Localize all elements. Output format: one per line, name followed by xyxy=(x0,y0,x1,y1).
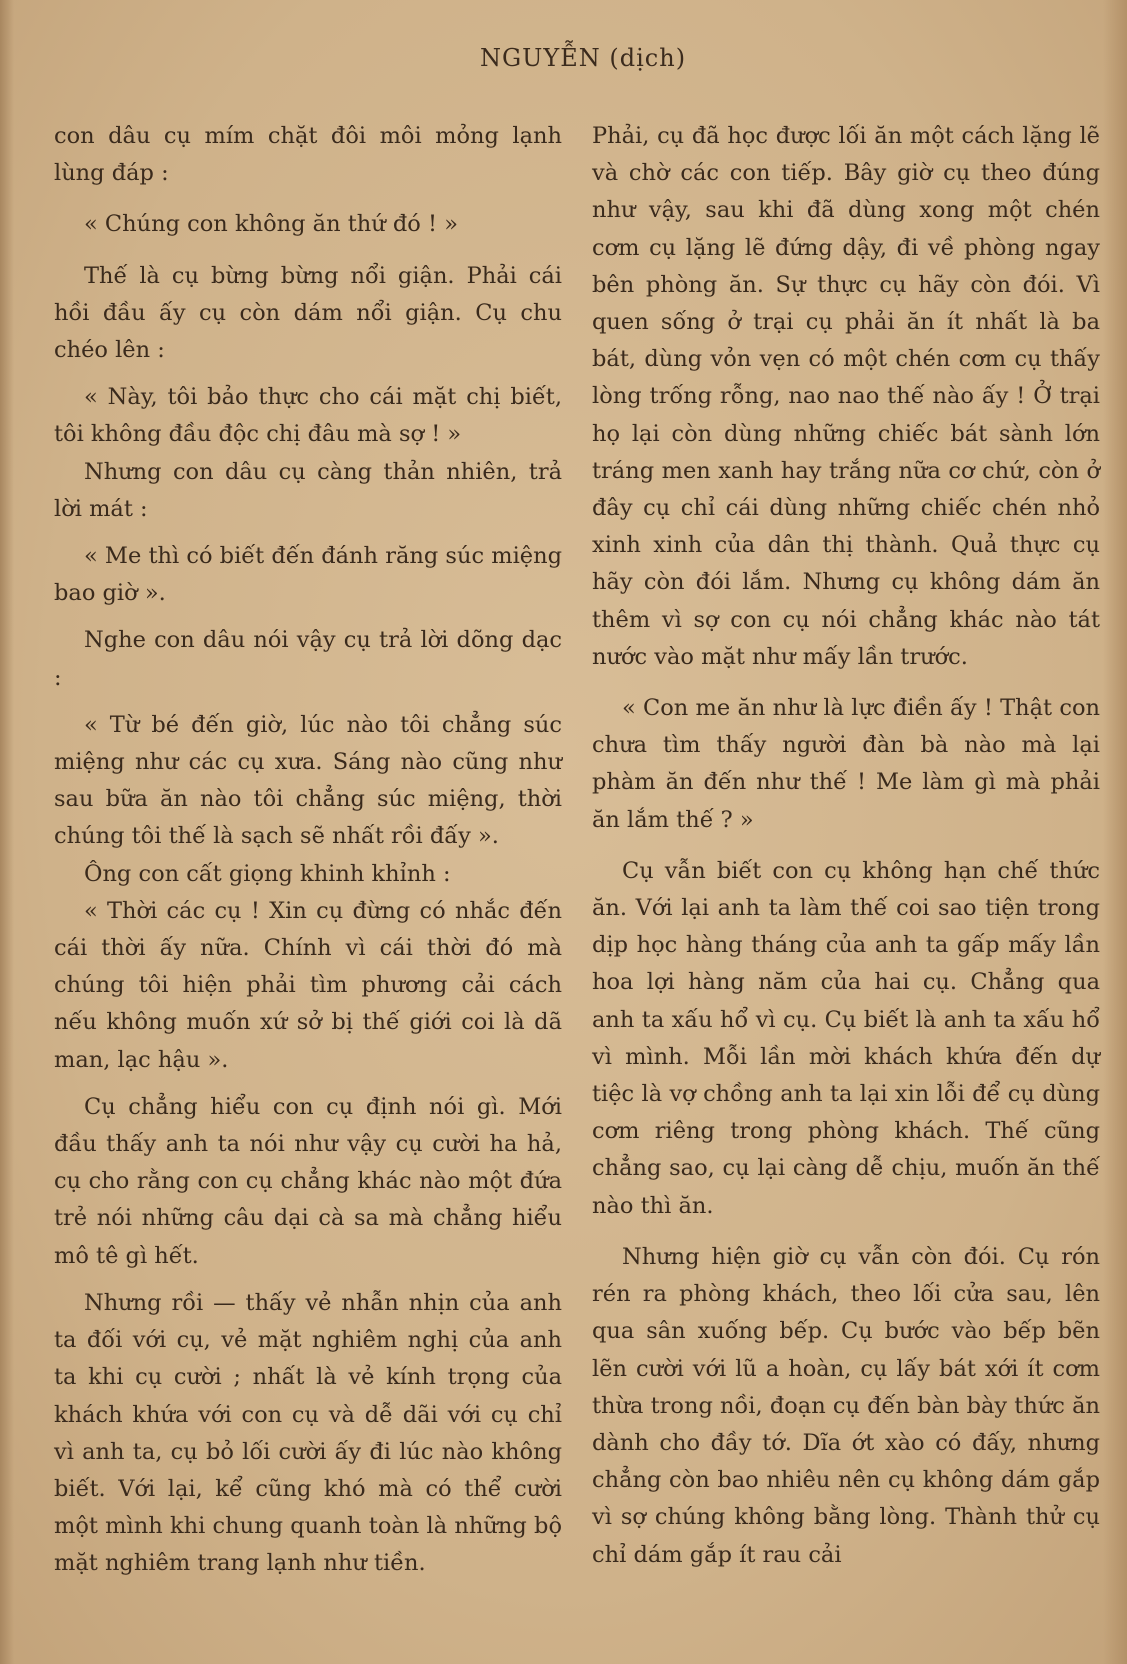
paragraph: Cụ vẫn biết con cụ không hạn chế thức ăn. Với lại anh ta làm thế coi sao tiện trong dịp học hàng tháng của anh ta gấp mấy lần hoa lợi hàng năm của hai cụ. Chẳng qua anh ta xấu hổ vì cụ. Cụ biết là anh ta xấu hổ vì mình. Mỗi lần mời khách khứa đến dự tiệc là vợ chồng anh ta lại xin lỗi để cụ dùng cơm riêng trong phòng khách. Thế cũng chẳng sao, cụ lại càng dễ chịu, muốn ăn thế nào thì ăn. xyxy=(592,857,1100,1219)
paragraph: Nhưng hiện giờ cụ vẫn còn đói. Cụ rón rén ra phòng khách, theo lối cửa sau, lên qua sân xuống bếp. Cụ bước vào bếp bẽn lẽn cười với lũ a hoàn, cụ lấy bát xới ít cơm thừa trong nồi, đoạn cụ đến bàn bày thức ăn dành cho đầy tớ. Dĩa ớt xào có đấy, nhưng chẳng còn bao nhiêu nên cụ không dám gắp vì sợ chúng không bằng lòng. Thành thử cụ chỉ dám gắp ít rau cải xyxy=(592,1243,1100,1568)
paragraph: « Này, tôi bảo thực cho cái mặt chị biết, tôi không đầu độc chị đâu mà sợ ! » xyxy=(54,384,562,448)
paragraph: « Me thì có biết đến đánh răng súc miệng bao giờ ». xyxy=(54,543,562,607)
paragraph: « Con me ăn như là lực điền ấy ! Thật con chưa tìm thấy người đàn bà nào mà lại phàm ăn đến như thế ! Me làm gì mà phải ăn lắm thế ? » xyxy=(592,695,1100,833)
paragraph: « Từ bé đến giờ, lúc nào tôi chẳng súc miệng như các cụ xưa. Sáng nào cũng như sau bữa ăn nào tôi chẳng súc miệng, thời chúng tôi thế là sạch sẽ nhất rồi đấy ». xyxy=(54,711,562,850)
paragraph: « Thời các cụ ! Xin cụ đừng có nhắc đến cái thời ấy nữa. Chính vì cái thời đó mà chúng tôi hiện phải tìm phương cải cách nếu không muốn xứ sở bị thế giới coi là dã man, lạc hậu ». xyxy=(54,897,562,1073)
paragraph: « Chúng con không ăn thứ đó ! » xyxy=(84,211,458,238)
page-edge-left xyxy=(0,0,14,1664)
running-header: NGUYỄN (dịch) xyxy=(480,44,687,72)
left-column xyxy=(54,118,562,1593)
paragraph: Cụ chẳng hiểu con cụ định nói gì. Mới đầu thấy anh ta nói như vậy cụ cười ha hả, cụ cho rằng con cụ chẳng khác nào một đứa trẻ nói những câu dại cà sa mà chẳng hiểu mô tê gì hết. xyxy=(54,1093,562,1269)
paragraph: Ông con cất giọng khinh khỉnh : xyxy=(84,860,451,887)
paragraph: Nghe con dâu nói vậy cụ trả lời dõng dạc : xyxy=(54,627,562,691)
right-column xyxy=(592,118,1100,1584)
paragraph: Nhưng con dâu cụ càng thản nhiên, trả lời mát : xyxy=(54,458,562,522)
paragraph: con dâu cụ mím chặt đôi môi mỏng lạnh lùng đáp : xyxy=(54,123,562,187)
paragraph: Thế là cụ bừng bừng nổi giận. Phải cái hồi đầu ấy cụ còn dám nổi giận. Cụ chu chéo lên : xyxy=(54,262,562,364)
paragraph: Phải, cụ đã học được lối ăn một cách lặng lẽ và chờ các con tiếp. Bây giờ cụ theo đúng như vậy, sau khi đã dùng xong một chén cơm cụ lặng lẽ đứng dậy, đi về phòng ngay bên phòng ăn. Sự thực cụ hãy còn đói. Vì quen sống ở trại cụ phải ăn ít nhất là ba bát, dùng vỏn vẹn có một chén cơm cụ thấy lòng trống rỗng, nao nao thế nào ấy ! Ở trại họ lại còn dùng những chiếc bát sành lớn tráng men xanh hay trắng nữa cơ chứ, còn ở đây cụ chỉ cái dùng những chiếc chén nhỏ xinh xinh của dân thị thành. Quả thực cụ hãy còn đói lắm. Nhưng cụ không dám ăn thêm vì sợ con cụ nói chẳng khác nào tát nước vào mặt như mấy lần trước. xyxy=(592,123,1100,670)
paragraph: Nhưng rồi — thấy vẻ nhẫn nhịn của anh ta đối với cụ, vẻ mặt nghiêm nghị của anh ta khi cụ cười ; nhất là vẻ kính trọng của khách khứa với con cụ và dễ dãi với cụ chỉ vì anh ta, cụ bỏ lối cười ấy đi lúc nào không biết. Với lại, kể cũng khó mà có thể cười một mình khi chung quanh toàn là những bộ mặt nghiêm trang lạnh như tiền. xyxy=(54,1289,562,1577)
page-edge-right xyxy=(1103,0,1127,1664)
